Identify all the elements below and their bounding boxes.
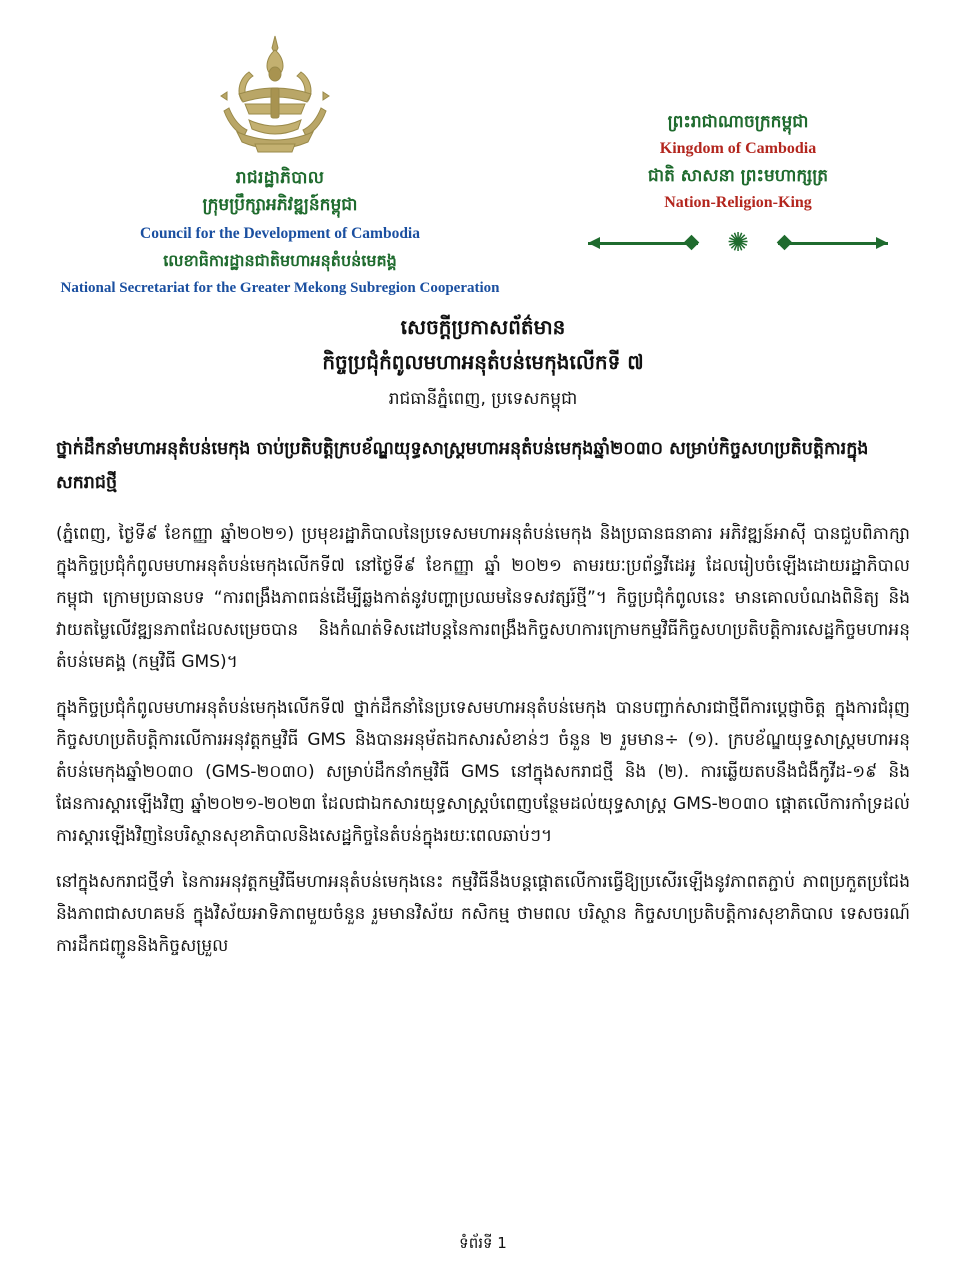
page-number-label: ទំព័រទី 1 (459, 1234, 507, 1252)
issuer-line-cdc-english: Council for the Development of Cambodia (140, 225, 420, 242)
motto-english: Nation-Religion-King (664, 194, 812, 211)
document-header (0, 0, 966, 300)
issuer-line-royal-government: រាជរដ្ឋាភិបាល (235, 168, 325, 188)
document-type-title: សេចក្តីប្រកាសព័ត៌មាន (400, 315, 566, 339)
paragraph-1: (ភ្នំពេញ, ថ្ងៃទី៩ ខែកញ្ញា ឆ្នាំ២០២១) ប្រមុខរដ្ឋាភិបាលនៃប្រទេសមហាអនុតំបន់មេកុង និងប្រធានធនាគារ អភិវឌ្ឍន៍អាស៊ី បានជួបពិភាក្សាក្នុងកិច្ចប្រជុំកំពូលមហាអនុតំបន់មេកុងលើកទី៧ នៅថ្ងៃទី៩ ខែកញ្ញា ឆ្នាំ ២០២១ តាមរយៈប្រព័ន្ធវីដេអូ ដែលរៀបចំឡើងដោយរដ្ឋាភិបាលកម្ពុជា ក្រោមប្រធានបទ “ការពង្រឹងភាពធន់ដើម្បីឆ្លងកាត់នូវបញ្ហាប្រឈមនៃទសវត្សរ៍ថ្មី”។ កិច្ចប្រជុំកំពូលនេះ មានគោលបំណងពិនិត្យ និងវាយតម្លៃលើវឌ្ឍនភាពដែលសម្រេចបាន និងកំណត់ទិសដៅបន្តនៃការពង្រឹងកិច្ចសហការក្រោមកម្មវិធីកិច្ចសហប្រតិបត្តិការសេដ្ឋកិច្ចមហាអនុតំបន់មេគង្គ (កម្មវិធី GMS)។ (56, 524, 910, 672)
page-title: កិច្ចប្រជុំកំពូលមហាអនុតំបន់មេកុងលើកទី ៧ (322, 350, 644, 374)
issuer-line-secretariat-khmer: លេខាធិការដ្ឋានជាតិមហាអនុតំបន់មេគង្គ (163, 251, 397, 270)
paragraph-2: ក្នុងកិច្ចប្រជុំកំពូលមហាអនុតំបន់មេកុងលើកទី៧ ថ្នាក់ដឹកនាំនៃប្រទេសមហាអនុតំបន់មេកុង បានបញ្ជាក់សារជាថ្មីពីការប្តេជ្ញាចិត្ត ក្នុងការជំរុញកិច្ចសហប្រតិបត្តិការលើការអនុវត្តកម្មវិធី GMS និងបានអនុម័តឯកសារសំខាន់ៗ ចំនួន ២ រួមមាន÷ (១). ក្របខ័ណ្ឌយុទ្ធសាស្ត្រមហាអនុតំបន់មេកុងឆ្នាំ២០៣០ (GMS-២០៣០) សម្រាប់ដឹកនាំកម្មវិធី GMS នៅក្នុងសករាជថ្មី និង (២). ការឆ្លើយតបនឹងជំងឺកូវីដ-១៩ និងផែនការស្តារឡើងវិញ ឆ្នាំ២០២១-២០២៣ ដែលជាឯកសារយុទ្ធសាស្ត្របំពេញបន្ថែមដល់យុទ្ធសាស្ត្រ GMS-២០៣០ ផ្តោតលើការកាំទ្រដល់ការស្តារឡើងវិញនៃបរិស្ថានសុខាភិបាលនិងសេដ្ឋកិច្ចនៃតំបន់ក្នុងរយៈពេលឆាប់ៗ។ (56, 698, 910, 846)
issuer-line-secretariat-english: National Secretariat for the Greater Mekong Subregion Cooperation (60, 280, 500, 296)
national-motto-block (538, 108, 938, 256)
issuer-line-cdc-khmer: ក្រុមប្រឹក្សាអភិវឌ្ឍន៍កម្ពុជា (202, 195, 358, 215)
kingdom-title-english: Kingdom of Cambodia (659, 140, 817, 157)
paragraph-3: នៅក្នុងសករាជថ្មីទាំ នៃការអនុវត្តកម្មវិធីមហាអនុតំបន់មេកុងនេះ កម្មវិធីនឹងបន្តផ្តោតលើការធ្វើឱ្យប្រសើរឡើងនូវភាពតភ្ជាប់ ភាពប្រកួតប្រជែង និងភាពជាសហគមន៍ ក្នុងវិស័យអាទិភាពមួយចំនួន រួមមានវិស័យ កសិកម្ម ថាមពល បរិស្ថាន កិច្ចសហប្រតិបត្តិការសុខាភិបាល ទេសចរណ៍ ការដឹកជញ្ជូននិងកិច្ចសម្រួល (56, 872, 910, 956)
ornament-right-line (778, 242, 888, 245)
ornament-divider (588, 230, 888, 256)
kingdom-title-khmer: ព្រះរាជាណាចក្រកម្ពុជា (667, 112, 809, 132)
ornament-star-icon: ✺ (727, 228, 749, 258)
ornament-right-tip (876, 237, 888, 249)
document-body (56, 432, 910, 962)
ornament-left-diamond (684, 235, 700, 251)
lead-paragraph: ថ្នាក់ដឹកនាំមហាអនុតំបន់មេកុង ចាប់ប្រតិបត្តិក្របខ័ណ្ឌយុទ្ធសាស្ត្រមហាអនុតំបន់មេកុងឆ្នាំ២០៣០ សម្រាប់កិច្ចសហប្រតិបត្តិការក្នុងសករាជថ្មី (56, 439, 869, 493)
page-footer (0, 1234, 966, 1256)
ornament-left-line (588, 242, 698, 245)
motto-khmer: ជាតិ សាសនា ព្រះមហាក្សត្រ (647, 166, 829, 186)
royal-emblem-icon (205, 32, 345, 164)
title-block (0, 310, 966, 416)
location-line: រាជធានីភ្នំពេញ, ប្រទេសកម្ពុជា (388, 389, 578, 409)
issuer-block (0, 165, 560, 301)
